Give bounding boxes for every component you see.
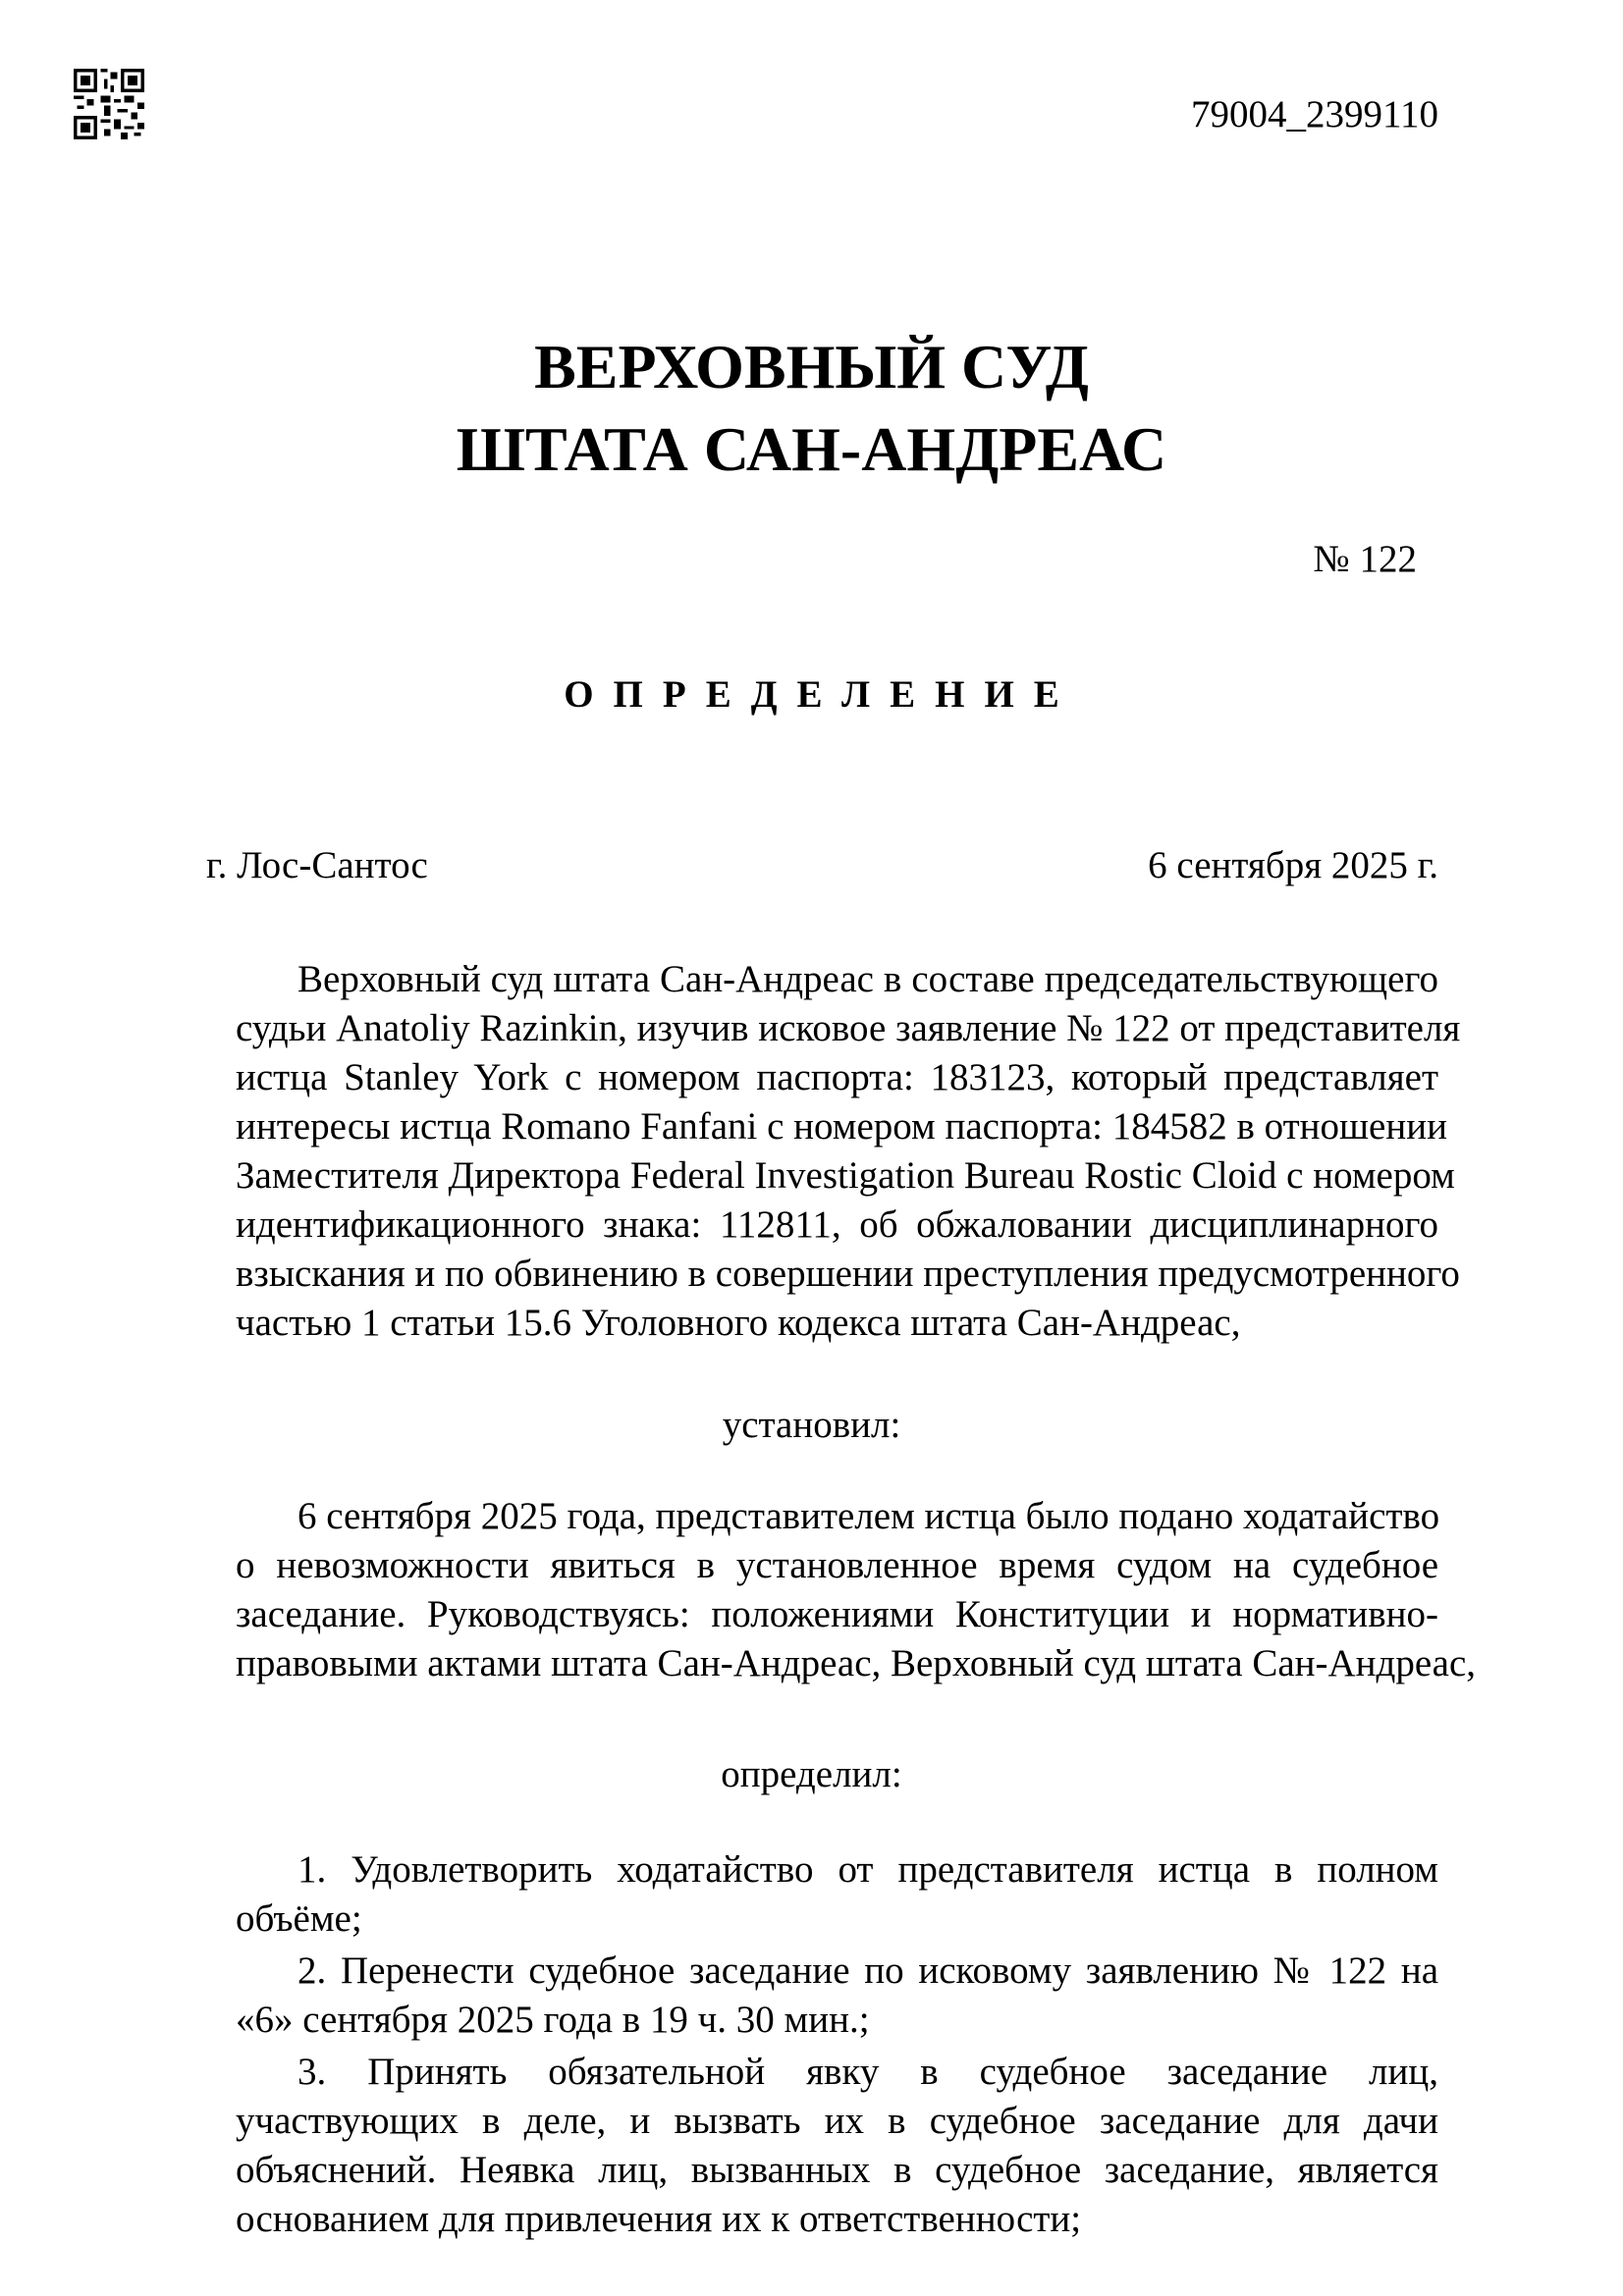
- text-line: Заместителя Директора Federal Investigation Bureau Rostic Cloid с номером: [236, 1154, 1455, 1197]
- decided-label: определил:: [721, 1753, 902, 1795]
- text-line: правовыми актами штата Сан-Андреас, Верховный суд штата Сан-Андреас,: [236, 1642, 1477, 1684]
- facts-paragraph: [236, 1492, 1477, 1688]
- text-line: истца Stanley York с номером паспорта: 183123, который представляет: [236, 1056, 1438, 1098]
- qr-code: [74, 65, 144, 143]
- decision-item: [236, 1845, 1438, 1944]
- text-line: Верховный суд штата Сан-Андреас в составе председательствующего: [298, 958, 1438, 1000]
- court-title-line2: ШТАТА САН-АНДРЕАС: [456, 414, 1167, 484]
- intro-paragraph: [236, 955, 1461, 1348]
- text-line: интересы истца Romano Fanfani с номером паспорта: 184582 в отношении: [236, 1105, 1447, 1148]
- case-number: № 122: [1313, 538, 1417, 580]
- text-line: 3. Принять обязательной явку в судебное заседание лиц,: [298, 2051, 1438, 2093]
- decision-item: [236, 2048, 1438, 2244]
- document-heading: ОПРЕДЕЛЕНИЕ: [564, 673, 1079, 716]
- text-line: о невозможности явиться в установленное время судом на судебное: [236, 1544, 1438, 1586]
- text-line: основанием для привлечения их к ответственности;: [236, 2198, 1082, 2240]
- text-line: взыскания и по обвинению в совершении преступления предусмотренного: [236, 1253, 1460, 1295]
- text-line: судьи Anatoliy Razinkin, изучив исковое заявление № 122 от представителя: [236, 1007, 1461, 1049]
- text-line: объёме;: [236, 1897, 362, 1940]
- place: г. Лос-Сантос: [206, 844, 428, 886]
- text-line: идентификационного знака: 112811, об обжаловании дисциплинарного: [236, 1203, 1438, 1246]
- text-line: заседание. Руководствуясь: положениями Конституции и нормативно-: [236, 1593, 1438, 1635]
- text-line: частью 1 статьи 15.6 Уголовного кодекса штата Сан-Андреас,: [236, 1302, 1241, 1344]
- document-id: 79004_2399110: [1190, 93, 1438, 135]
- text-line: 6 сентября 2025 года, представителем истца было подано ходатайство: [298, 1495, 1440, 1537]
- court-title-line1: ВЕРХОВНЫЙ СУД: [534, 332, 1089, 401]
- decision-list: [236, 1845, 1438, 2247]
- date: 6 сентября 2025 г.: [1148, 844, 1438, 886]
- established-label: установил:: [722, 1404, 901, 1446]
- text-line: 2. Перенести судебное заседание по исковому заявлению № 122 на: [298, 1949, 1438, 1992]
- decision-item: [236, 1947, 1438, 2045]
- text-line: «6» сентября 2025 года в 19 ч. 30 мин.;: [236, 1999, 870, 2041]
- text-line: 1. Удовлетворить ходатайство от представителя истца в полном: [298, 1848, 1438, 1891]
- text-line: участвующих в деле, и вызвать их в судебное заседание для дачи: [236, 2100, 1438, 2142]
- text-line: объяснений. Неявка лиц, вызванных в судебное заседание, является: [236, 2149, 1438, 2191]
